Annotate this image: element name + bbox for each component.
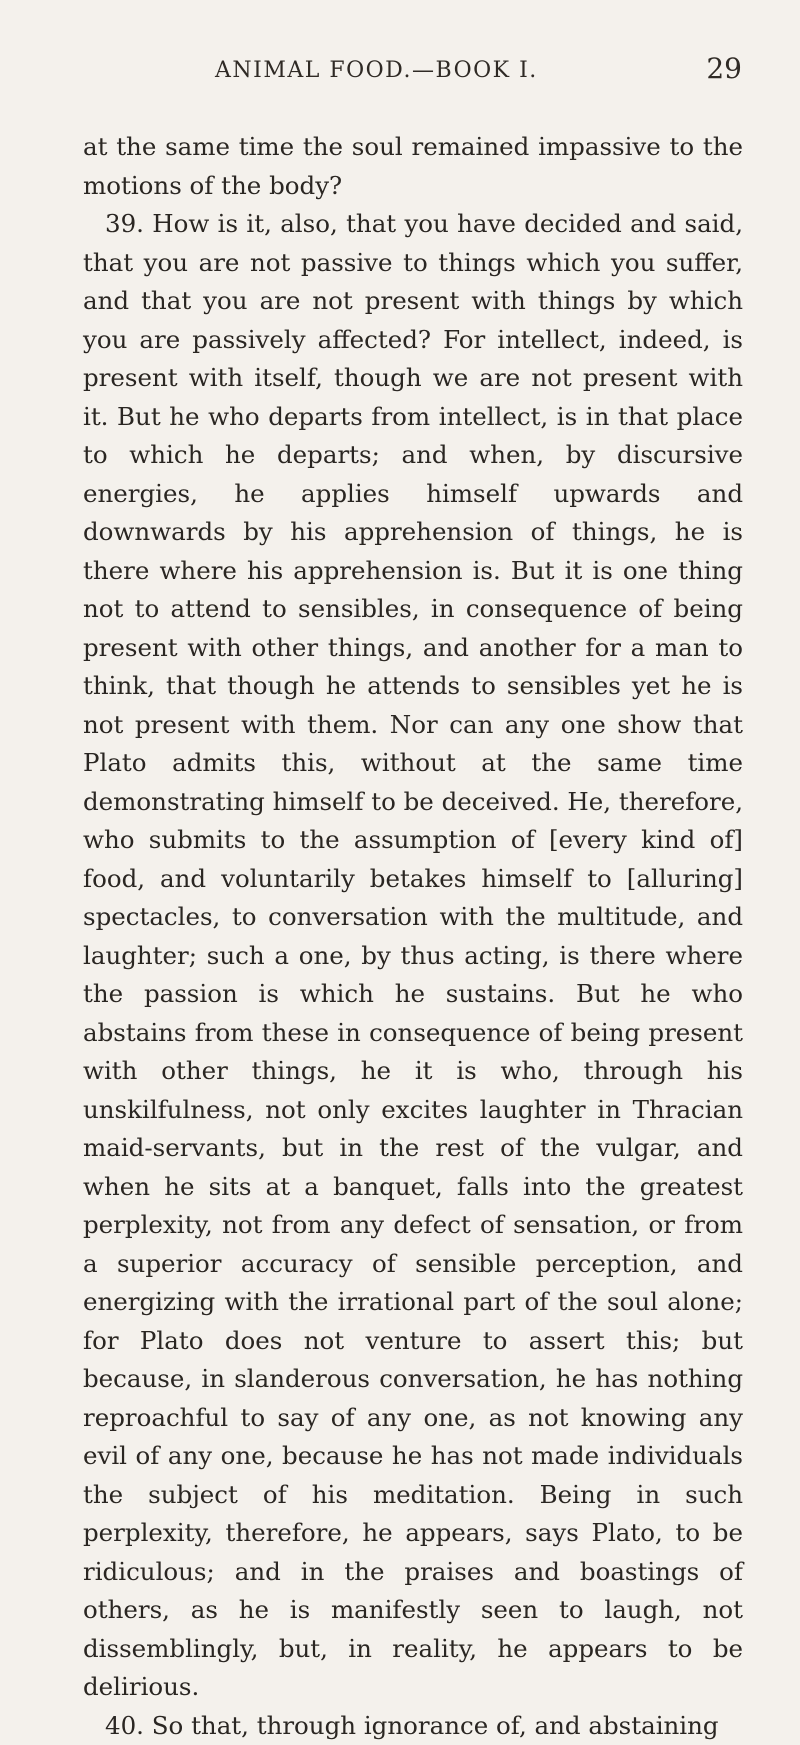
running-title: ANIMAL FOOD.—BOOK I. <box>215 58 538 83</box>
paragraph-40: 40. So that, through ignorance of, and abstaining <box>83 1707 743 1745</box>
body-text <box>83 128 743 1745</box>
running-head <box>83 58 742 94</box>
paragraph-continuation: at the same time the soul remained impassive to the motions of the body? <box>83 128 743 205</box>
page-number: 29 <box>706 52 742 85</box>
paragraph-39: 39. How is it, also, that you have decided and said, that you are not passive to things which you suffer, and that you are not present with things by which you are passively affected? For intellect, indeed, is present with itself, though we are not present with it. But he who departs from intellect, is in that place to which he departs; and when, by discursive energies, he applies himself upwards and downwards by his apprehension of things, he is there where his apprehension is. But it is one thing not to attend to sensibles, in consequence of being present with other things, and another for a man to think, that though he attends to sensibles yet he is not present with them. Nor can any one show that Plato admits this, without at the same time demonstrating himself to be deceived. He, therefore, who submits to the assumption of [every kind of] food, and voluntarily betakes himself to [alluring] spectacles, to conversation with the multitude, and laughter; such a one, by thus acting, is there where the passion is which he sustains. But he who abstains from these in consequence of being present with other things, he it is who, through his unskilfulness, not only excites laughter in Thracian maid-servants, but in the rest of the vulgar, and when he sits at a banquet, falls into the greatest perplexity, not from any defect of sensation, or from a superior accuracy of sensible perception, and energizing with the irrational part of the soul alone; for Plato does not venture to assert this; but because, in slanderous conversation, he has nothing reproachful to say of any one, as not knowing any evil of any one, because he has not made individuals the subject of his meditation. Being in such perplexity, therefore, he appears, says Plato, to be ridiculous; and in the praises and boastings of others, as he is manifestly seen to laugh, not dissemblingly, but, in reality, he appears to be delirious. <box>83 205 743 1707</box>
